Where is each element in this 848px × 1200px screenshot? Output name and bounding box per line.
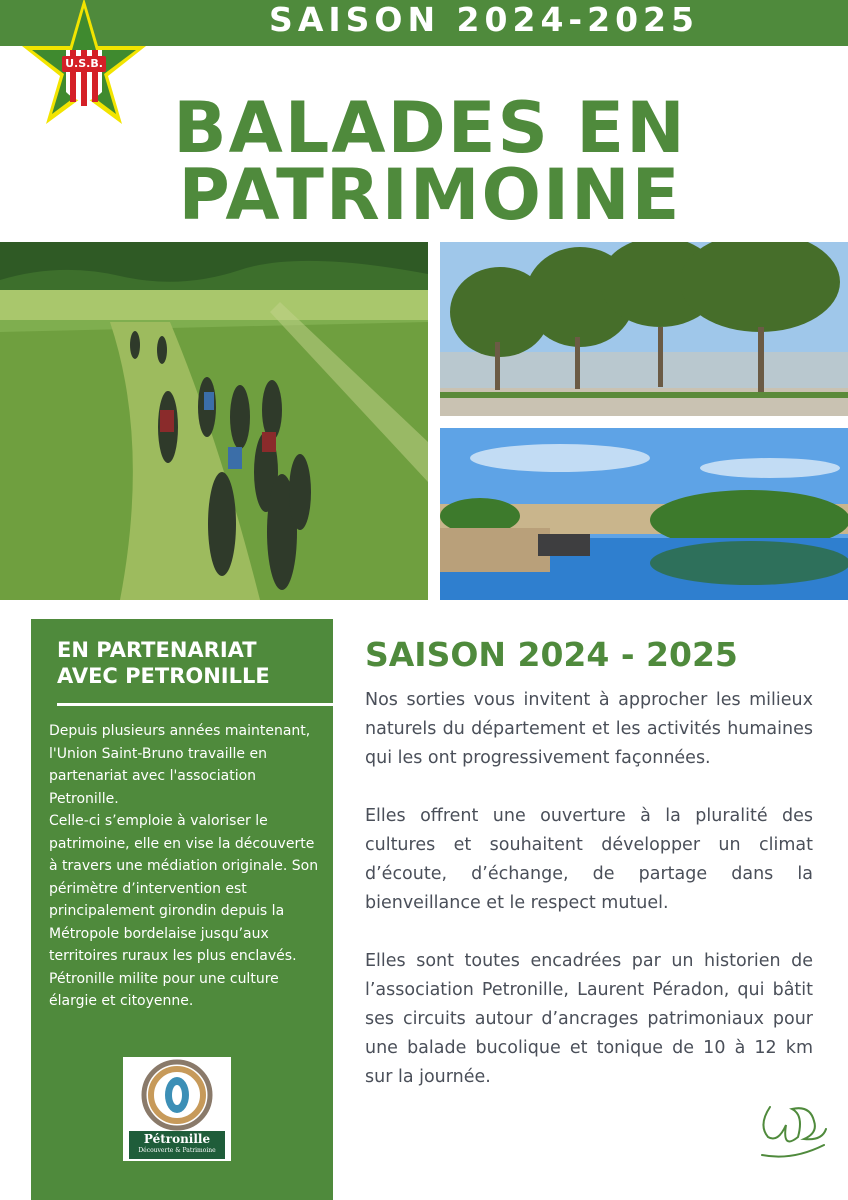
signature-icon [752, 1095, 832, 1165]
partnership-divider [57, 703, 333, 706]
partnership-paragraph: Depuis plusieurs années maintenant, l'Union Saint-Bruno travaille en partenariat avec l'association Petronille. [49, 723, 311, 807]
description-paragraph: Nos sorties vous invitent à approcher les milieux naturels du département et les activités humaines qui les ont progressivement façonnées. [365, 690, 813, 768]
logo-text: U.S.B. [65, 57, 103, 70]
partnership-panel [31, 619, 333, 1200]
banner-season-text: SAISON 2024-2025 [269, 0, 699, 39]
petronille-tagline: Découverte & Patrimoine [138, 1147, 216, 1154]
photo-hikers-meadow [0, 242, 428, 600]
description-paragraph: Elles sont toutes encadrées par un historien de l’association Petronille, Laurent Péradon, qui bâtit ses circuits autour d’ancrages patrimoniaux pour une balade bucolique et tonique de 10 à 12 km sur la journée. [365, 951, 813, 1087]
petronille-name: Pétronille [143, 1132, 211, 1146]
petronille-logo-label [129, 1131, 225, 1159]
partnership-paragraph: Celle-ci s’emploie à valoriser le patrimoine, elle en vise la découverte à travers une médiation originale. Son périmètre d’intervention est principalement girondin depuis la Métropole bordelaise jusqu’aux territoires ruraux les plus enclavés. Pétronille milite pour une culture élargie et citoyenne. [49, 813, 319, 1009]
page-title-line2: PATRIMOINE [178, 154, 682, 236]
description-paragraph: Elles offrent une ouverture à la pluralité des cultures et souhaitent développer un climat d’écoute, d’échange, de partage dans la bienveillance et le respect mutuel. [365, 806, 813, 913]
partnership-title: EN PARTENARIAT AVEC PETRONILLE [57, 638, 270, 688]
page-title-line1: BALADES EN [173, 87, 687, 169]
photo-river-town [440, 428, 848, 600]
partnership-text [49, 720, 321, 1013]
season-description [365, 686, 813, 1121]
photo-riverside-promenade [440, 242, 848, 416]
petronille-logo-icon [123, 1057, 231, 1161]
season-heading: SAISON 2024 - 2025 [365, 635, 738, 674]
